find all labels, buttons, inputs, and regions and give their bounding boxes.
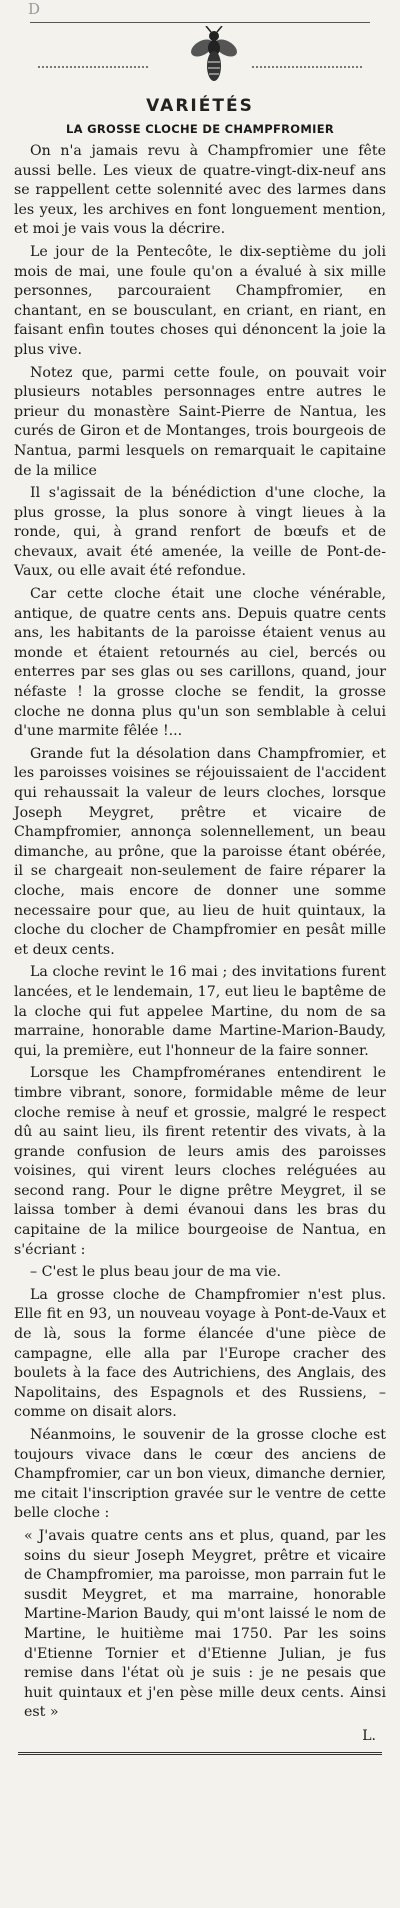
article-title: LA GROSSE CLOCHE DE CHAMPFROMIER [65,122,335,136]
paragraph: Le jour de la Pentecôte, le dix-septième du joli mois de mai, une foule qu'on a évalué à six mille personnes, parcouraient Champfromier, en chantant, en se bousculant, en criant, en riant, en faisant enfin toutes choses qui dénoncent la joie la plus vive. [14,243,386,358]
paragraph: Car cette cloche était une cloche vénérable, antique, de quatre cents ans. Depuis quatre cents ans, les habitants de la paroisse étaient venus au monde et étaient retournés au ciel, bercés ou enterres par ses glas ou ses carillons, quand, jour néfaste ! la grosse cloche se fendit, la grosse cloche ne donna plus qu'un son semblable à celui d'une marmite fêlée !... [14,586,386,740]
article-body [14,142,386,1723]
bee-emblem-icon [189,26,239,88]
ornament-left [38,66,148,68]
paragraph: – C'est le plus beau jour de ma vie. [30,1264,282,1281]
ornament-right [252,66,362,68]
masthead [14,0,386,116]
masthead-rule [30,22,370,23]
paragraph: Lorsque les Champfroméranes entendirent le timbre vibrant, sonore, formidable même de leur cloche remise à neuf et grossie, malgré le respect dû au saint lieu, ils firent retentir des vivats, à la grande confusion de leurs amis des paroisses voisines, qui virent leurs cloches reléguées au second rang. Pour le digne prêtre Meygret, il se laissa tomber à demi évanoui dans les bras du capitaine de la milice bourgeoise de Nantua, en s'écriant : [14,1065,386,1258]
paragraph: Grande fut la désolation dans Champfromier, et les paroisses voisines se réjouissaient de l'accident qui rehaussait la valeur de leurs cloches, lorsque Joseph Meygret, prêtre et vicaire de Champfromier, annonça solennellement, un beau dimanche, au prône, que la paroisse étant obérée, il se chargeait non-seulement de faire réparer la cloche, mais encore de donner une somme necessaire pour que, au lieu de huit quintaux, la cloche du clocher de Champfromier en pesât mille et deux cents. [14,745,386,958]
paragraph: La grosse cloche de Champfromier n'est plus. Elle fit en 93, un nouveau voyage à Pont-de-Vaux et de là, sous la forme élancée d'une pièce de campagne, elle alla par l'Europe cracher des boulets à la face des Autrichiens, des Anglais, des Napolitains, des Espagnols et des Russiens, – comme on disait alors. [14,1286,386,1421]
paragraph: Notez que, parmi cette foule, on pouvait voir plusieurs notables personnages entre autres le prieur du monastère Saint-Pierre de Nantua, les curés de Giron et de Montanges, trois bourgeois de Nantua, parmi lesquels on remarquait le capitaine de la milice [14,364,386,479]
paragraph: Il s'agissait de la bénédiction d'une cloche, la plus grosse, la plus sonore à vingt lieues à la ronde, qui, à grand renfort de bœufs et de chevaux, avait été amenée, la veille de Pont-de-Vaux, ou elle avait été refondue. [14,485,386,580]
end-rule [18,1752,382,1755]
bell-inscription-quote: « J'avais quatre cents ans et plus, quand, par les soins du sieur Joseph Meygret, prêtre et vicaire de Champfromier, ma paroisse, mon parrain fut le susdit Meygret, et ma marraine, honorable Martine-Marion Baudy, qui m'ont laissé le nom de Martine, le huitième mai 1750. Par les soins d'Etienne Tornier et d'Etienne Julian, je fus remise dans l'état où je suis : je ne pesais que huit quintaux et j'en pèse mille deux cents. Ainsi est » [24,1527,386,1721]
paragraph: Néanmoins, le souvenir de la grosse cloche est toujours vivace dans le cœur des anciens de Champfromier, car un bon vieux, dimanche dernier, me citait l'inscription gravée sur le ventre de cette belle cloche : [14,1427,386,1522]
section-headline: VARIÉTÉS [146,96,254,116]
author-signature: L. [362,1727,376,1744]
faded-masthead-text: D [28,0,44,18]
paragraph: On n'a jamais revu à Champfromier une fête aussi belle. Les vieux de quatre-vingt-dix-neuf ans se rappellent cette solennité avec des larmes dans les yeux, les archives en font longuement mention, et moi je vais vous la décrire. [14,143,386,238]
paragraph: La cloche revint le 16 mai ; des invitations furent lancées, et le lendemain, 17, eut lieu le baptême de la cloche qui fut appelee Martine, du nom de sa marraine, honorable dame Martine-Marion-Baudy, qui, la première, eut l'honneur de la faire sonner. [14,964,386,1059]
